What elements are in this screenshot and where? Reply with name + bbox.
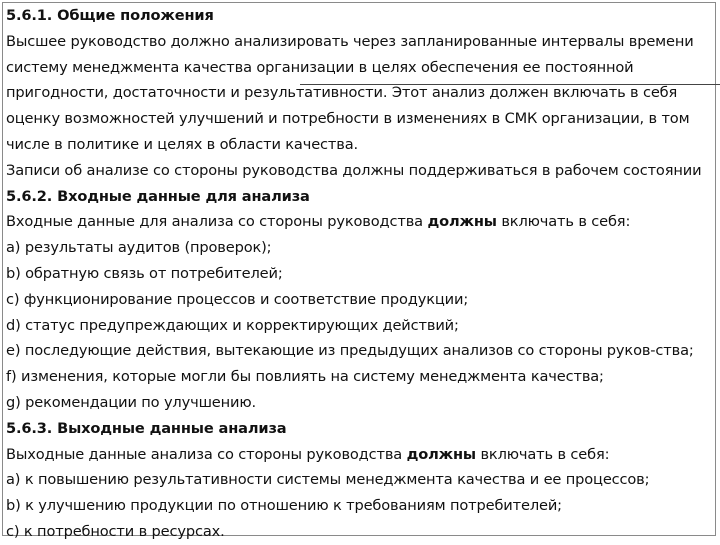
intro-emphasis: должны <box>427 213 497 231</box>
intro-text: Выходные данные анализа со стороны руководства <box>6 445 407 463</box>
list-item: b) к улучшению продукции по отношению к требованиям потребителей; <box>6 497 562 515</box>
list-item: b) обратную связь от потребителей; <box>6 264 283 282</box>
list-item: a) к повышению результативности системы менеджмента качества и ее процессов; <box>6 471 650 489</box>
list-item: e) последующие действия, вытекающие из предыдущих анализов со стороны руков-ства; <box>6 342 694 360</box>
paragraph-line: оценку возможностей улучшений и потребности в изменениях в СМК организации, в том <box>6 110 690 128</box>
list-item: f) изменения, которые могли бы повлиять на систему менеджмента качества; <box>6 368 604 386</box>
list-item: c) функционирование процессов и соответствие продукции; <box>6 290 469 308</box>
intro-emphasis: должны <box>406 445 476 463</box>
intro-text: включать в себя: <box>496 213 631 231</box>
paragraph-line: Записи об анализе со стороны руководства должны поддерживаться в рабочем состоянии <box>6 161 702 179</box>
paragraph-line: числе в политике и целях в области качества. <box>6 135 358 153</box>
paragraph-line: систему менеджмента качества организации в целях обеспечения ее постоянной <box>6 58 634 76</box>
intro-text: включать в себя: <box>475 445 610 463</box>
section-heading-output: 5.6.3. Выходные данные анализа <box>6 419 287 437</box>
section-heading-general: 5.6.1. Общие положения <box>6 7 214 24</box>
section-heading-input: 5.6.2. Входные данные для анализа <box>6 187 310 205</box>
intro-text: Входные данные для анализа со стороны руководства <box>6 213 428 231</box>
document-text <box>6 3 716 545</box>
output-intro <box>6 442 716 468</box>
paragraph-line: пригодности, достаточности и результативности. Этот анализ должен включать в себя <box>6 84 678 102</box>
list-item: d) статус предупреждающих и корректирующих действий; <box>6 316 459 334</box>
list-item: g) рекомендации по улучшению. <box>6 393 256 411</box>
list-item: a) результаты аудитов (проверок); <box>6 239 272 257</box>
list-item: c) к потребности в ресурсах. <box>6 522 225 540</box>
paragraph-line: Высшее руководство должно анализировать через запланированные интервалы времени <box>6 32 694 50</box>
input-intro <box>6 209 716 235</box>
